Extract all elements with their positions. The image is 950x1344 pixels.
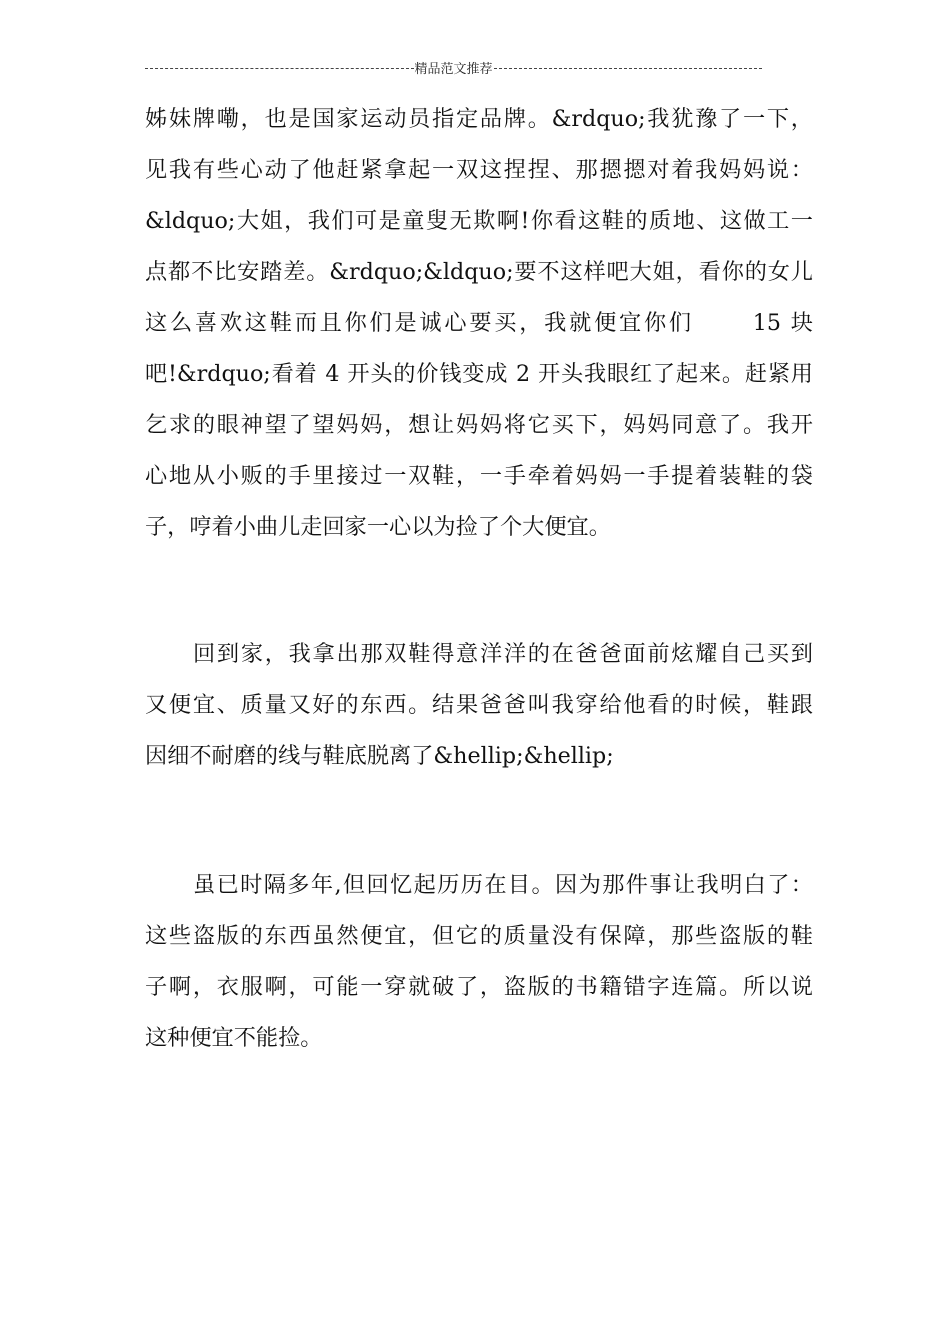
paragraph-3 [145,860,813,1064]
text-line: 这些盗版的东西虽然便宜，但它的质量没有保障，那些盗版的鞋 [145,923,813,949]
text-line: 见我有些心动了他赶紧拿起一双这捏捏、那摁摁对着我妈妈说： [145,157,813,183]
text-line: 因细不耐磨的线与鞋底脱离了&hellip;&hellip; [145,743,614,769]
text-line: 乞求的眼神望了望妈妈，想让妈妈将它买下，妈妈同意了。我开 [145,412,813,438]
paragraph-2 [145,629,813,782]
paragraph-spacer [145,782,813,860]
page-header [145,56,762,78]
article-body [145,94,813,1064]
text-line: 点都不比安踏差。&rdquo;&ldquo;要不这样吧大姐，看你的女儿 [145,259,813,285]
paragraph-spacer [145,553,813,629]
text-line: 又便宜、质量又好的东西。结果爸爸叫我穿给他看的时候，鞋跟 [145,692,813,718]
text-line: 回到家，我拿出那双鞋得意洋洋的在爸爸面前炫耀自己买到 [193,641,813,667]
text-line: 这种便宜不能捡。 [145,1025,323,1051]
text-line: 吧!&rdquo;看着 4 开头的价钱变成 2 开头我眼红了起来。赶紧用 [145,361,813,387]
text-line: 子啊，衣服啊，可能一穿就破了，盗版的书籍错字连篇。所以说 [145,974,813,1000]
text-line: &ldquo;大姐，我们可是童叟无欺啊!你看这鞋的质地、这做工一 [145,208,813,234]
text-line: 姊妹牌嘞，也是国家运动员指定品牌。&rdquo;我犹豫了一下， [145,106,813,132]
text-line: 心地从小贩的手里接过一双鞋，一手牵着妈妈一手提着装鞋的袋 [145,463,813,489]
text-line: 虽已时隔多年,但回忆起历历在目。因为那件事让我明白了： [193,872,813,898]
header-rule-right [494,68,763,69]
header-title: 精品范文推荐 [414,61,493,77]
text-line: 子，哼着小曲儿走回家一心以为捡了个大便宜。 [145,514,611,540]
header-rule-left [145,68,414,69]
paragraph-1 [145,94,813,553]
text-line: 这么喜欢这鞋而且你们是诚心要买，我就便宜你们 15 块 [145,310,813,336]
